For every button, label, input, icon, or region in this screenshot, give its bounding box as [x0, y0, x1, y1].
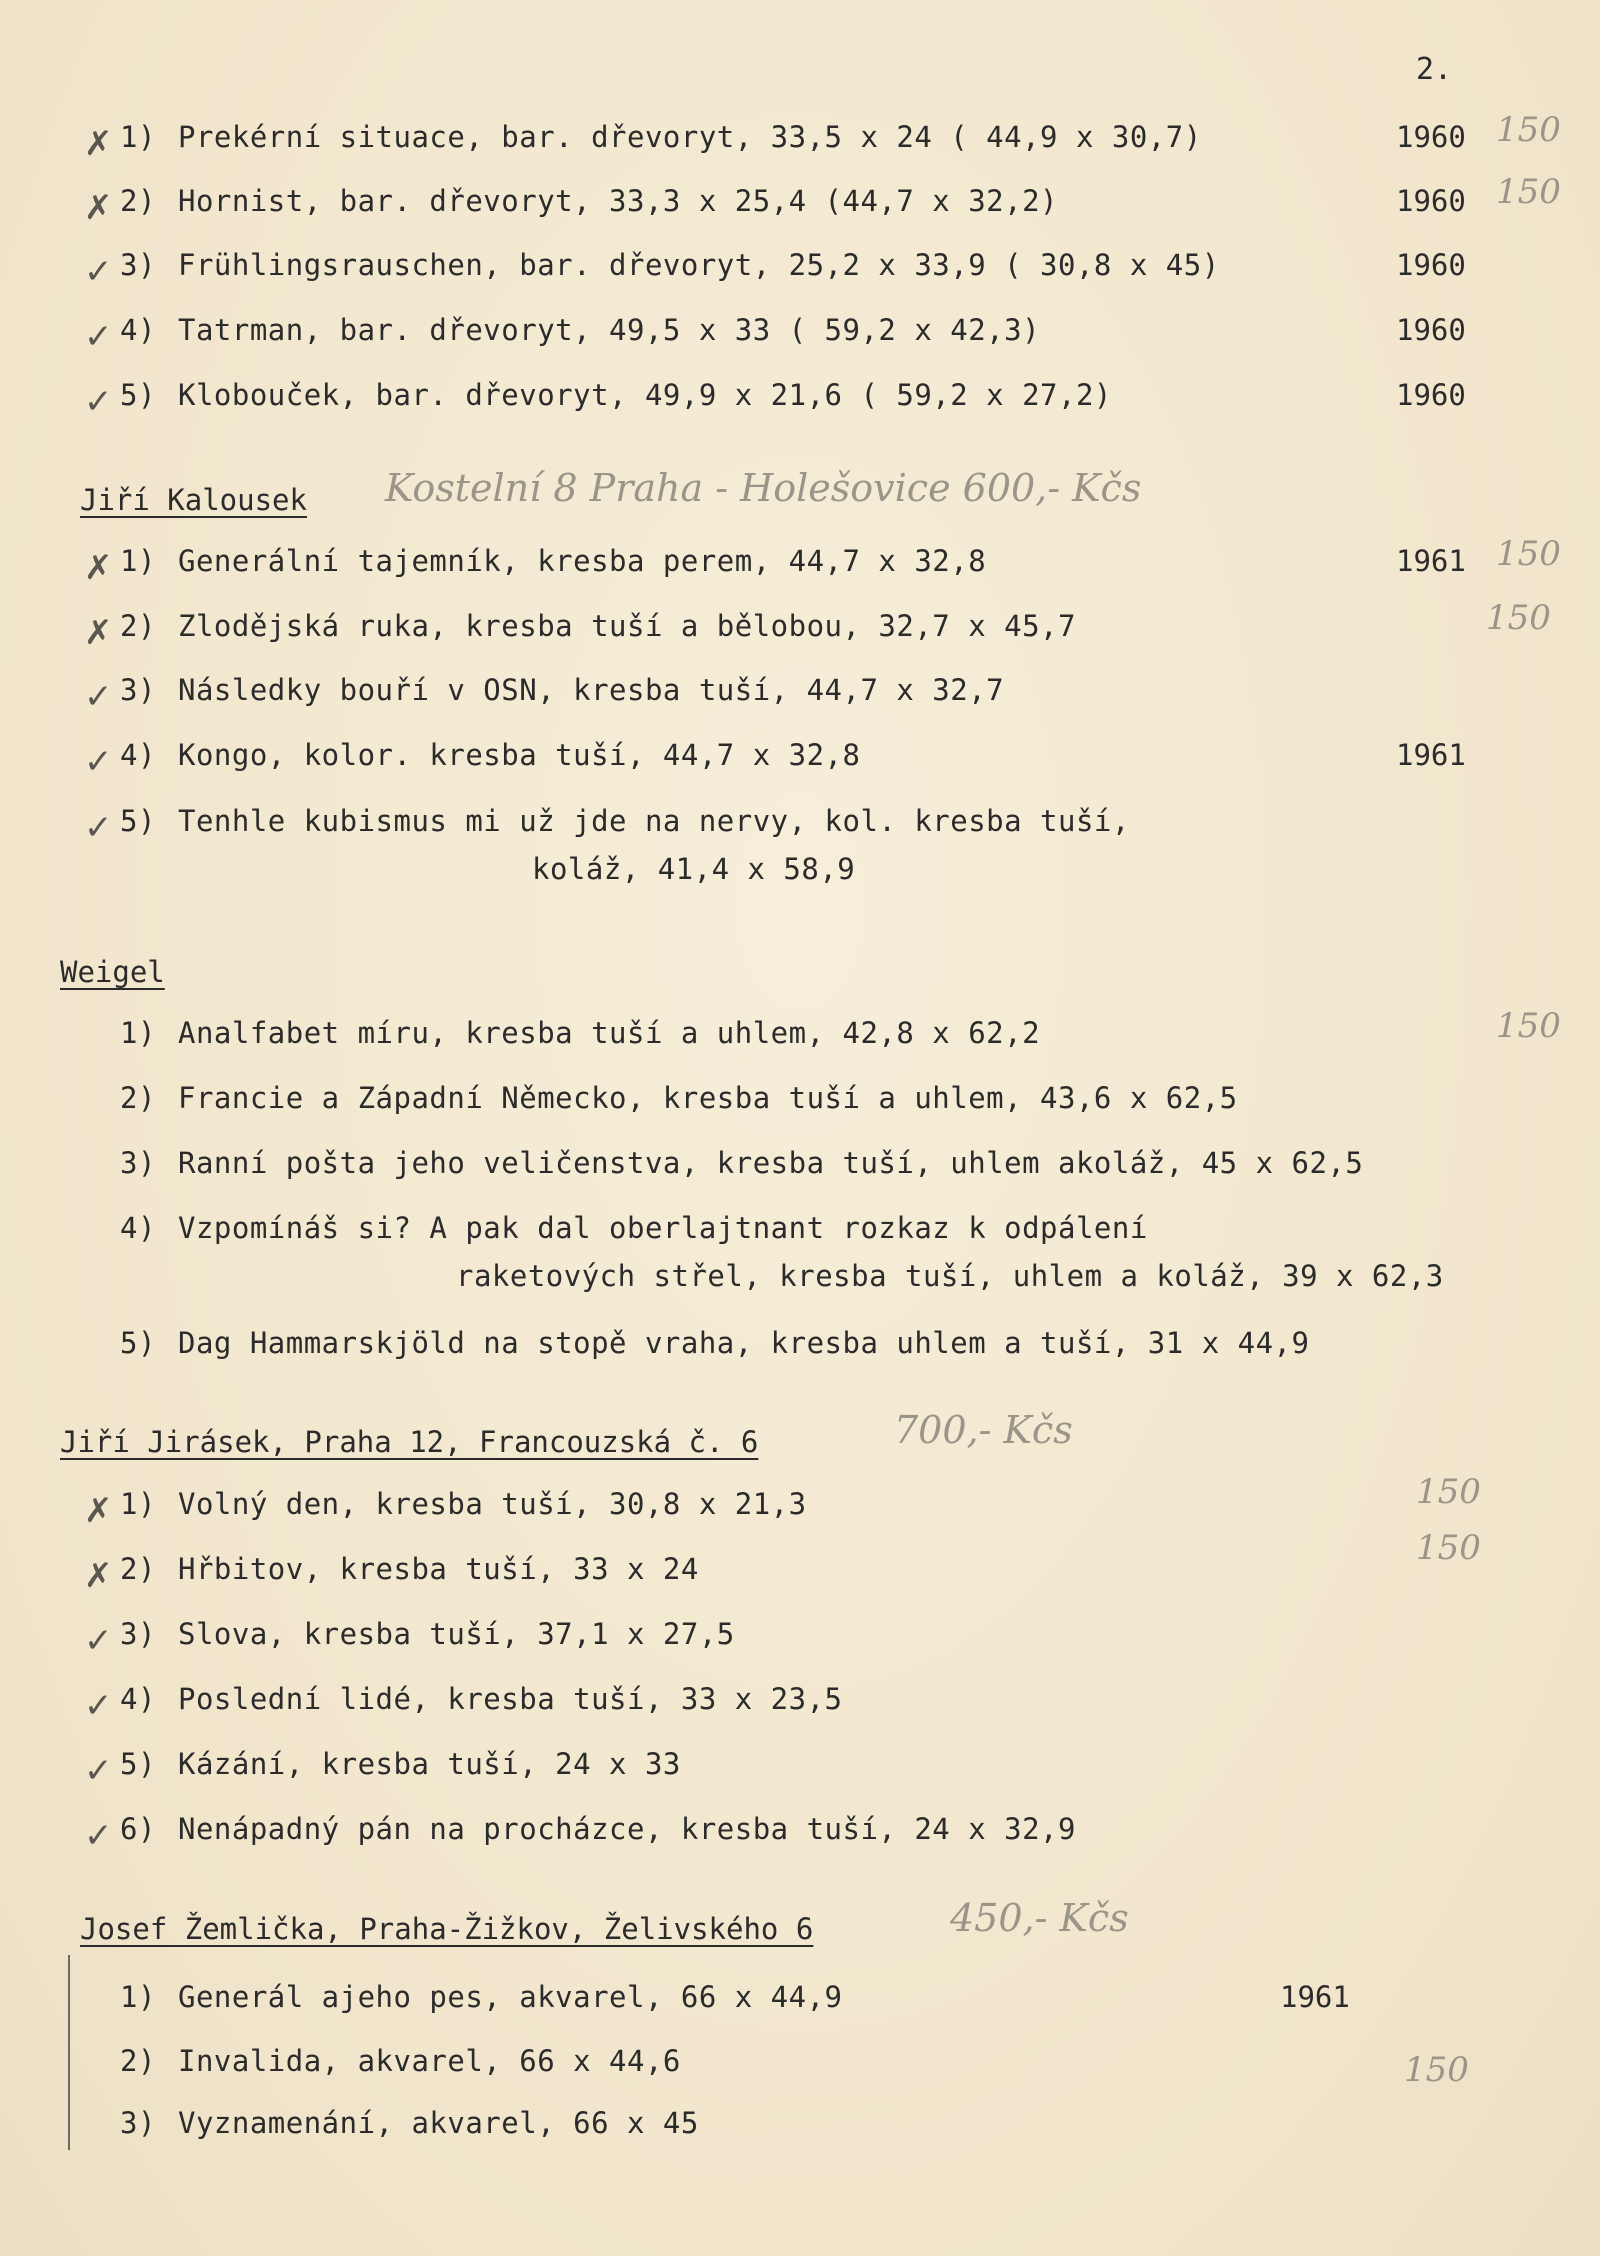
fee-note: 450,- Kčs	[950, 1896, 1129, 1940]
list-item-number: 3)	[120, 1617, 156, 1651]
check-mark-icon: ✗	[84, 124, 113, 164]
list-item-number: 3)	[120, 248, 156, 282]
list-item-year: 1960	[1396, 120, 1466, 154]
section-heading-jirasek: Jiří Jirásek, Praha 12, Francouzská č. 6	[60, 1425, 759, 1459]
list-item-number: 1)	[120, 1980, 156, 2014]
list-item-number: 2)	[120, 184, 156, 218]
list-item-year: 1961	[1396, 738, 1466, 772]
list-item-text: Analfabet míru, kresba tuší a uhlem, 42,8 x 62,2	[178, 1016, 1041, 1050]
list-item-number: 5)	[120, 804, 156, 838]
list-item-number: 3)	[120, 673, 156, 707]
list-item-year: 1960	[1396, 378, 1466, 412]
list-item-text: Invalida, akvarel, 66 x 44,6	[178, 2044, 681, 2078]
check-mark-icon: ✓	[84, 808, 113, 848]
list-item-number: 4)	[120, 1682, 156, 1716]
list-item-number: 3)	[120, 2106, 156, 2140]
list-item-text: Následky bouří v OSN, kresba tuší, 44,7 x 32,7	[178, 673, 1005, 707]
price-note: 150	[1404, 2050, 1469, 2090]
list-item-text: Poslední lidé, kresba tuší, 33 x 23,5	[178, 1682, 843, 1716]
list-item-year: 1960	[1396, 184, 1466, 218]
list-item-year: 1961	[1280, 1980, 1350, 2014]
check-mark-icon: ✗	[84, 1556, 113, 1596]
list-item-number: 6)	[120, 1812, 156, 1846]
list-item-text: Nenápadný pán na procházce, kresba tuší, 24 x 32,9	[178, 1812, 1076, 1846]
check-mark-icon: ✓	[84, 677, 113, 717]
list-item-text: Kongo, kolor. kresba tuší, 44,7 x 32,8	[178, 738, 861, 772]
list-item-text: Slova, kresba tuší, 37,1 x 27,5	[178, 1617, 735, 1651]
check-mark-icon: ✗	[84, 188, 113, 228]
list-item-text: Generál ajeho pes, akvarel, 66 x 44,9	[178, 1980, 843, 2014]
list-item-text: Ranní pošta jeho veličenstva, kresba tuší, uhlem akoláž, 45 x 62,5	[178, 1146, 1364, 1180]
list-item-number: 2)	[120, 1081, 156, 1115]
fee-note: 700,- Kčs	[894, 1408, 1073, 1452]
list-item-number: 2)	[120, 609, 156, 643]
list-item-text: Frühlingsrauschen, bar. dřevoryt, 25,2 x 33,9 ( 30,8 x 45)	[178, 248, 1220, 282]
list-item-text: Vzpomínáš si? A pak dal oberlajtnant rozkaz k odpálení	[178, 1211, 1148, 1245]
list-item-text: Francie a Západní Německo, kresba tuší a uhlem, 43,6 x 62,5	[178, 1081, 1238, 1115]
list-item-text: Tenhle kubismus mi už jde na nervy, kol. kresba tuší,	[178, 804, 1130, 838]
list-item-number: 1)	[120, 1016, 156, 1050]
section-heading-zemlicka: Josef Žemlička, Praha-Žižkov, Želivského 6	[80, 1912, 814, 1946]
list-item-number: 3)	[120, 1146, 156, 1180]
list-item-text-continued: koláž, 41,4 x 58,9	[532, 852, 856, 886]
check-mark-icon: ✓	[84, 1816, 113, 1856]
list-item-text: Hornist, bar. dřevoryt, 33,3 x 25,4 (44,7 x 32,2)	[178, 184, 1059, 218]
list-item-year: 1960	[1396, 248, 1466, 282]
list-item-number: 4)	[120, 313, 156, 347]
check-mark-icon: ✓	[84, 317, 113, 357]
list-item-number: 5)	[120, 1747, 156, 1781]
check-mark-icon: ✓	[84, 742, 113, 782]
list-item-text: Klobouček, bar. dřevoryt, 49,9 x 21,6 ( 59,2 x 27,2)	[178, 378, 1112, 412]
list-item-number: 1)	[120, 1487, 156, 1521]
check-mark-icon: ✓	[84, 252, 113, 292]
list-item-number: 5)	[120, 1326, 156, 1360]
list-item-text: Hřbitov, kresba tuší, 33 x 24	[178, 1552, 699, 1586]
list-item-number: 1)	[120, 544, 156, 578]
list-item-text: Zlodějská ruka, kresba tuší a bělobou, 32,7 x 45,7	[178, 609, 1076, 643]
price-note: 150	[1496, 534, 1561, 574]
price-note: 150	[1486, 598, 1551, 638]
list-item-text: Tatrman, bar. dřevoryt, 49,5 x 33 ( 59,2 x 42,3)	[178, 313, 1041, 347]
price-note: 150	[1496, 110, 1561, 150]
price-note: 150	[1496, 172, 1561, 212]
list-item-number: 4)	[120, 1211, 156, 1245]
list-item-text: Generální tajemník, kresba perem, 44,7 x 32,8	[178, 544, 987, 578]
check-mark-icon: ✗	[84, 548, 113, 588]
list-item-number: 2)	[120, 2044, 156, 2078]
check-mark-icon: ✓	[84, 382, 113, 422]
check-mark-icon: ✓	[84, 1751, 113, 1791]
section-heading-kalousek: Jiří Kalousek	[80, 483, 307, 517]
list-item-text: Volný den, kresba tuší, 30,8 x 21,3	[178, 1487, 807, 1521]
section-heading-weigel: Weigel	[60, 955, 165, 989]
price-note: 150	[1416, 1528, 1481, 1568]
list-item-year: 1960	[1396, 313, 1466, 347]
margin-line	[68, 1955, 70, 2150]
check-mark-icon: ✗	[84, 613, 113, 653]
list-item-text: Kázání, kresba tuší, 24 x 33	[178, 1747, 681, 1781]
check-mark-icon: ✓	[84, 1686, 113, 1726]
check-mark-icon: ✗	[84, 1491, 113, 1531]
list-item-text: Dag Hammarskjöld na stopě vraha, kresba uhlem a tuší, 31 x 44,9	[178, 1326, 1310, 1360]
page-number: 2.	[1416, 52, 1453, 87]
address-note: Kostelní 8 Praha - Holešovice 600,- Kčs	[385, 466, 1142, 510]
list-item-text: Prekérní situace, bar. dřevoryt, 33,5 x 24 ( 44,9 x 30,7)	[178, 120, 1202, 154]
check-mark-icon: ✓	[84, 1621, 113, 1661]
list-item-text-continued: raketových střel, kresba tuší, uhlem a koláž, 39 x 62,3	[456, 1259, 1444, 1293]
list-item-number: 2)	[120, 1552, 156, 1586]
price-note: 150	[1496, 1006, 1561, 1046]
price-note: 150	[1416, 1472, 1481, 1512]
list-item-number: 1)	[120, 120, 156, 154]
list-item-number: 4)	[120, 738, 156, 772]
list-item-text: Vyznamenání, akvarel, 66 x 45	[178, 2106, 699, 2140]
list-item-number: 5)	[120, 378, 156, 412]
list-item-year: 1961	[1396, 544, 1466, 578]
